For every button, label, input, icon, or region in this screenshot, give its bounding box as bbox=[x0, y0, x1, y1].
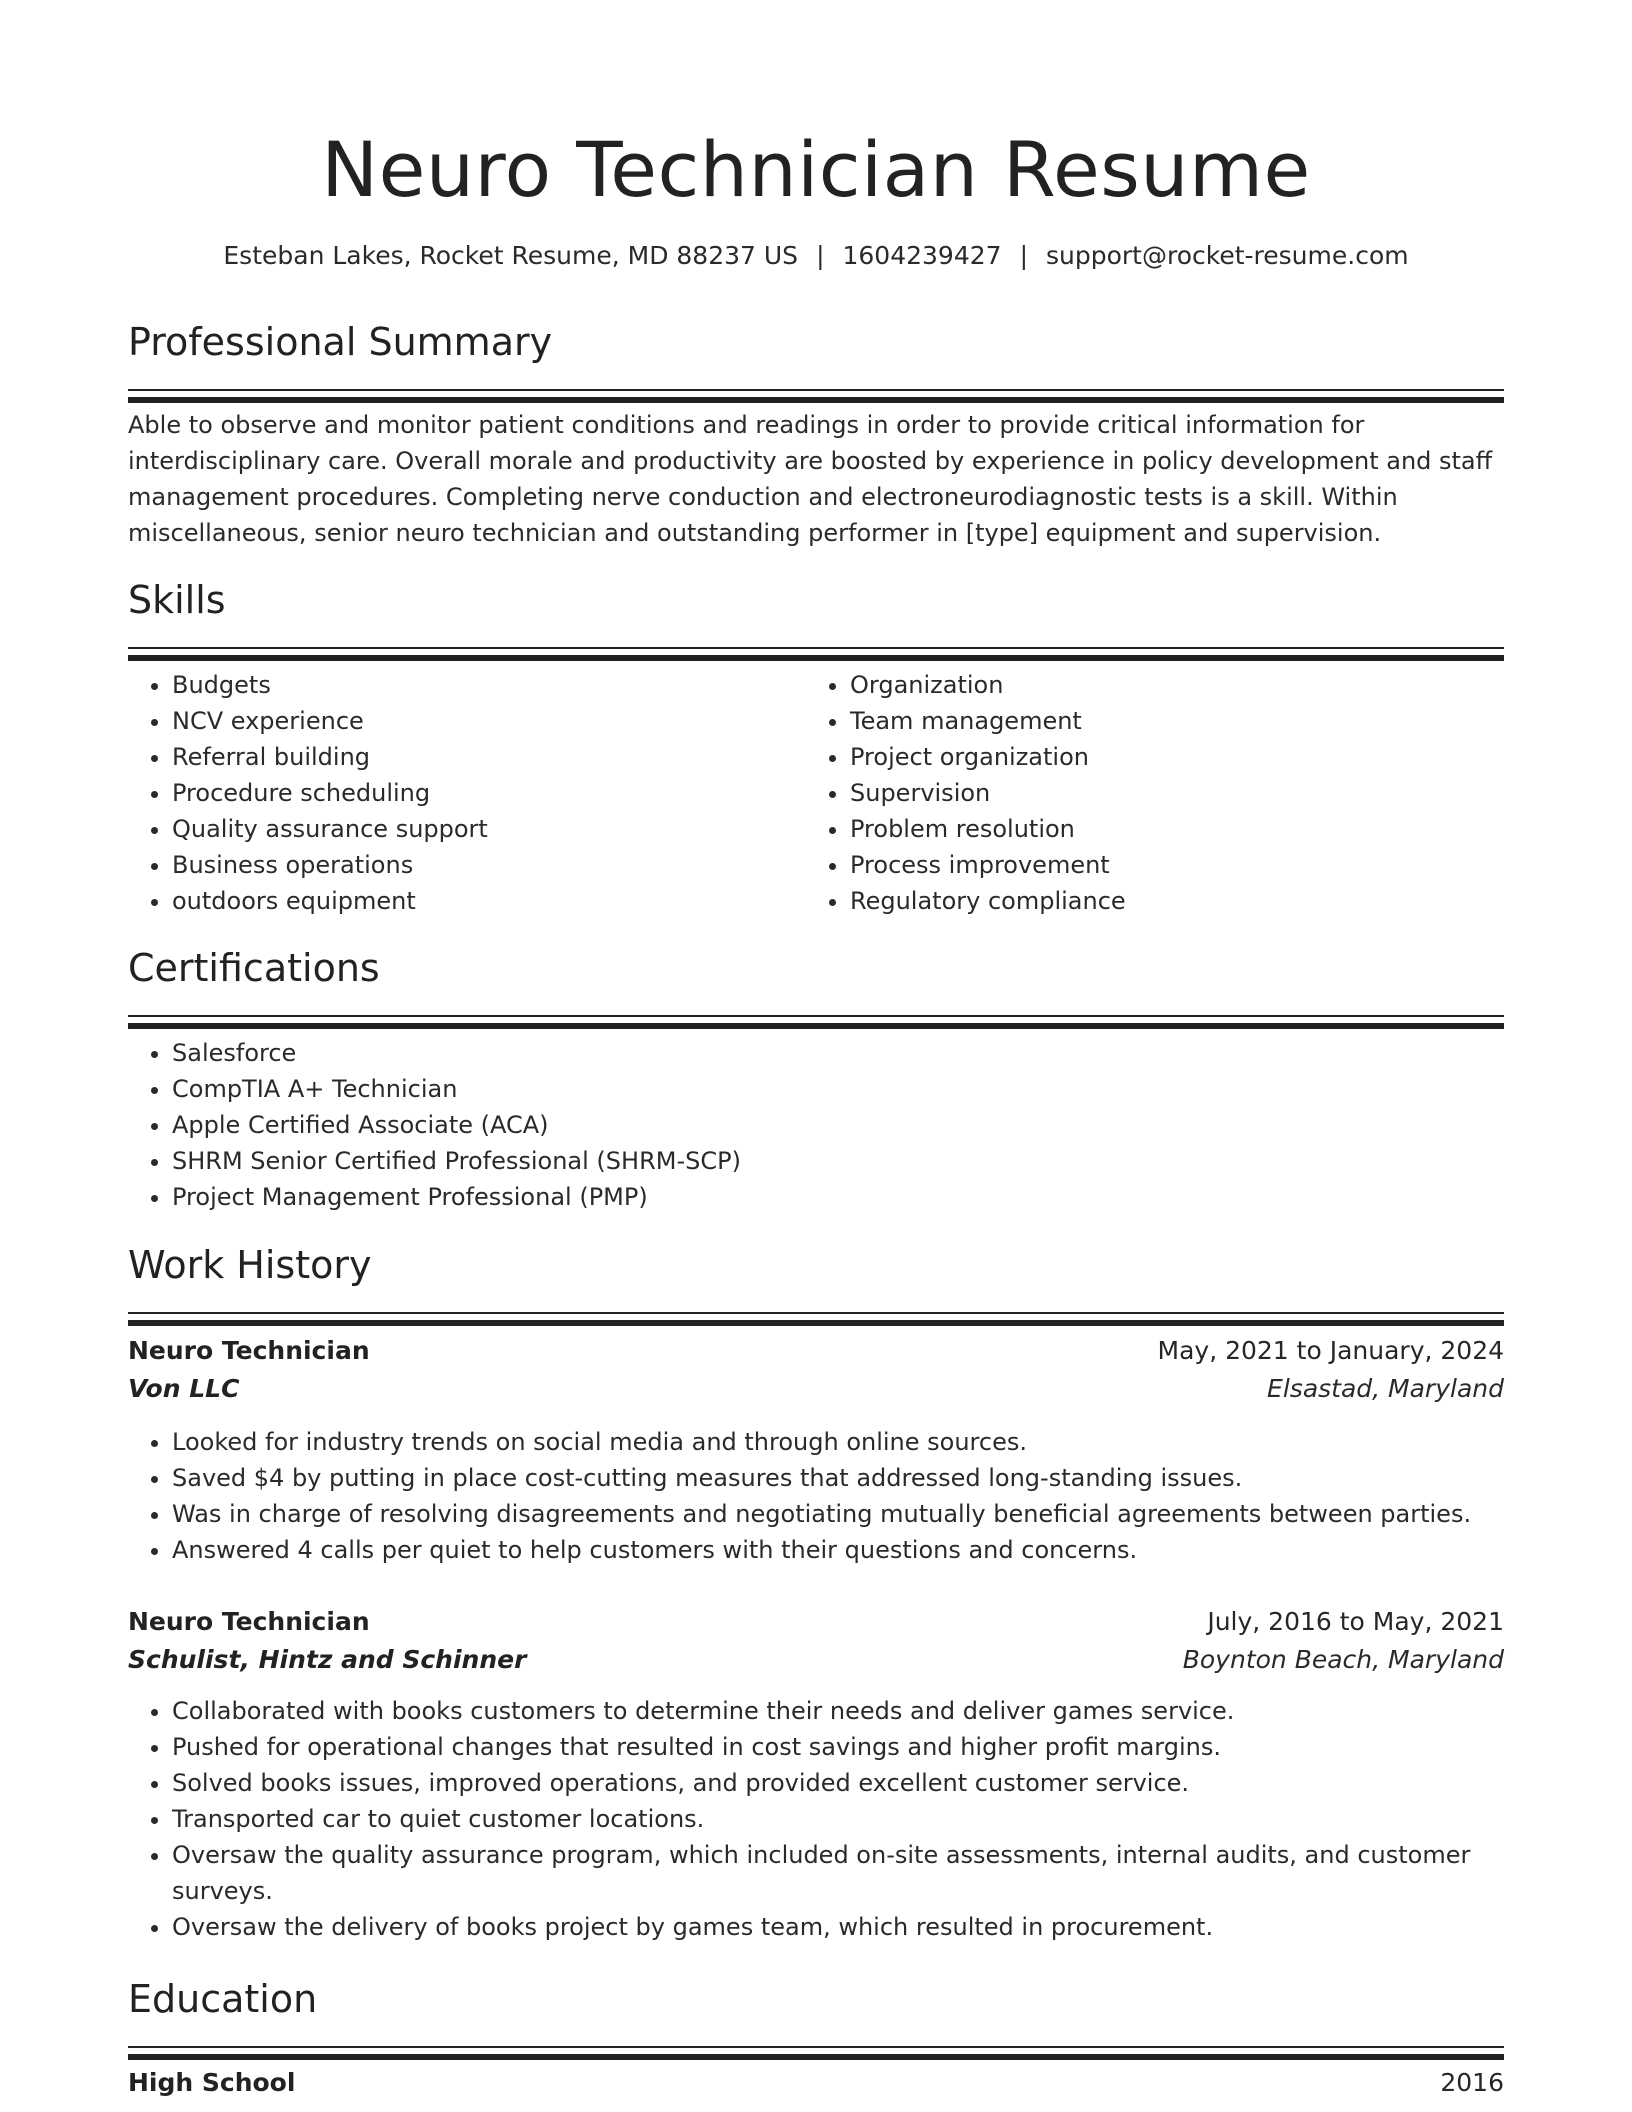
certification-item: • Salesforce bbox=[172, 1035, 1472, 1071]
skill-item: • Referral building bbox=[172, 739, 812, 775]
section-divider bbox=[128, 389, 1504, 403]
skills-list-left bbox=[128, 667, 812, 919]
skill-item: • Supervision bbox=[850, 775, 1490, 811]
certifications-section-header bbox=[128, 943, 1504, 1029]
education-section-header bbox=[128, 1974, 1504, 2060]
job-company-row bbox=[128, 1640, 1504, 1680]
job-bullet: • Solved books issues, improved operations, and provided excellent customer service. bbox=[172, 1765, 1548, 1801]
job-bullet: • Looked for industry trends on social media and through online sources. bbox=[172, 1424, 1548, 1460]
job-company-row bbox=[128, 1369, 1504, 1409]
skill-item: • NCV experience bbox=[172, 703, 812, 739]
certifications-heading: Certifications bbox=[128, 946, 380, 990]
certification-item: • SHRM Senior Certified Professional (SHRM-SCP) bbox=[172, 1143, 1472, 1179]
skill-item: • Team management bbox=[850, 703, 1490, 739]
job-bullet: • Saved $4 by putting in place cost-cutting measures that addressed long-standing issues. bbox=[172, 1460, 1548, 1496]
summary-section-header bbox=[128, 317, 1504, 403]
job-company: Von LLC bbox=[128, 1374, 240, 1403]
section-divider bbox=[128, 1312, 1504, 1326]
work-heading: Work History bbox=[128, 1243, 372, 1287]
contact-email: support@rocket-resume.com bbox=[1046, 241, 1409, 270]
job-company: Schulist, Hintz and Schinner bbox=[128, 1645, 527, 1674]
skill-item: • outdoors equipment bbox=[172, 883, 812, 919]
job-title: Neuro Technician bbox=[128, 1607, 370, 1636]
certifications-list bbox=[128, 1035, 1472, 1215]
resume-title: Neuro Technician Resume bbox=[321, 125, 1311, 214]
job-bullets bbox=[128, 1424, 1548, 1568]
skill-item: • Process improvement bbox=[850, 847, 1490, 883]
skill-item: • Quality assurance support bbox=[172, 811, 812, 847]
skill-item: • Project organization bbox=[850, 739, 1490, 775]
certification-item: • Project Management Professional (PMP) bbox=[172, 1179, 1472, 1215]
job-bullet: • Pushed for operational changes that resulted in cost savings and higher profit margins. bbox=[172, 1729, 1548, 1765]
skills-section-header bbox=[128, 575, 1504, 661]
section-divider bbox=[128, 1015, 1504, 1029]
job-bullet: • Collaborated with books customers to determine their needs and deliver games service. bbox=[172, 1693, 1548, 1729]
skill-item: • Problem resolution bbox=[850, 811, 1490, 847]
contact-line bbox=[128, 236, 1504, 276]
certification-item: • CompTIA A+ Technician bbox=[172, 1071, 1472, 1107]
education-year: 2016 bbox=[1440, 2068, 1504, 2097]
summary-text: Able to observe and monitor patient conditions and readings in order to provide critical information for interdisciplinary care. Overall morale and productivity are boosted by experience in policy development and staff management procedures. Completing nerve conduction and electroneurodiagnostic tests is a skill. Within miscellaneous, senior neuro technician and outstanding performer in [type] equipment and supervision. bbox=[128, 411, 1493, 547]
skill-item: • Budgets bbox=[172, 667, 812, 703]
job-bullet: • Was in charge of resolving disagreements and negotiating mutually beneficial agreements between parties. bbox=[172, 1496, 1548, 1532]
education-row bbox=[128, 2063, 1504, 2103]
education-heading: Education bbox=[128, 1977, 318, 2021]
work-section-header bbox=[128, 1240, 1504, 1326]
contact-separator: | bbox=[816, 241, 825, 270]
job-location: Elsastad, Maryland bbox=[1267, 1374, 1504, 1403]
job-bullet: • Oversaw the quality assurance program, which included on-site assessments, internal audits, and customer surveys. bbox=[172, 1837, 1548, 1909]
job-dates: July, 2016 to May, 2021 bbox=[1207, 1607, 1504, 1636]
section-divider bbox=[128, 2046, 1504, 2060]
certification-item: • Apple Certified Associate (ACA) bbox=[172, 1107, 1472, 1143]
skill-item: • Procedure scheduling bbox=[172, 775, 812, 811]
job-title-row bbox=[128, 1331, 1504, 1371]
job-dates: May, 2021 to January, 2024 bbox=[1157, 1336, 1504, 1365]
skills-heading: Skills bbox=[128, 578, 226, 622]
job-bullet: • Answered 4 calls per quiet to help customers with their questions and concerns. bbox=[172, 1532, 1548, 1568]
contact-address: Esteban Lakes, Rocket Resume, MD 88237 US bbox=[223, 241, 799, 270]
contact-separator: | bbox=[1019, 241, 1028, 270]
skill-item: • Regulatory compliance bbox=[850, 883, 1490, 919]
summary-heading: Professional Summary bbox=[128, 320, 553, 364]
job-location: Boynton Beach, Maryland bbox=[1182, 1645, 1504, 1674]
contact-phone: 1604239427 bbox=[842, 241, 1002, 270]
job-title-row bbox=[128, 1602, 1504, 1642]
job-title: Neuro Technician bbox=[128, 1336, 370, 1365]
skill-item: • Organization bbox=[850, 667, 1490, 703]
job-bullet: • Oversaw the delivery of books project by games team, which resulted in procurement. bbox=[172, 1909, 1548, 1945]
skills-list-right bbox=[806, 667, 1490, 919]
job-bullets bbox=[128, 1693, 1548, 1945]
skill-item: • Business operations bbox=[172, 847, 812, 883]
job-bullet: • Transported car to quiet customer locations. bbox=[172, 1801, 1548, 1837]
education-degree: High School bbox=[128, 2068, 296, 2097]
section-divider bbox=[128, 647, 1504, 661]
